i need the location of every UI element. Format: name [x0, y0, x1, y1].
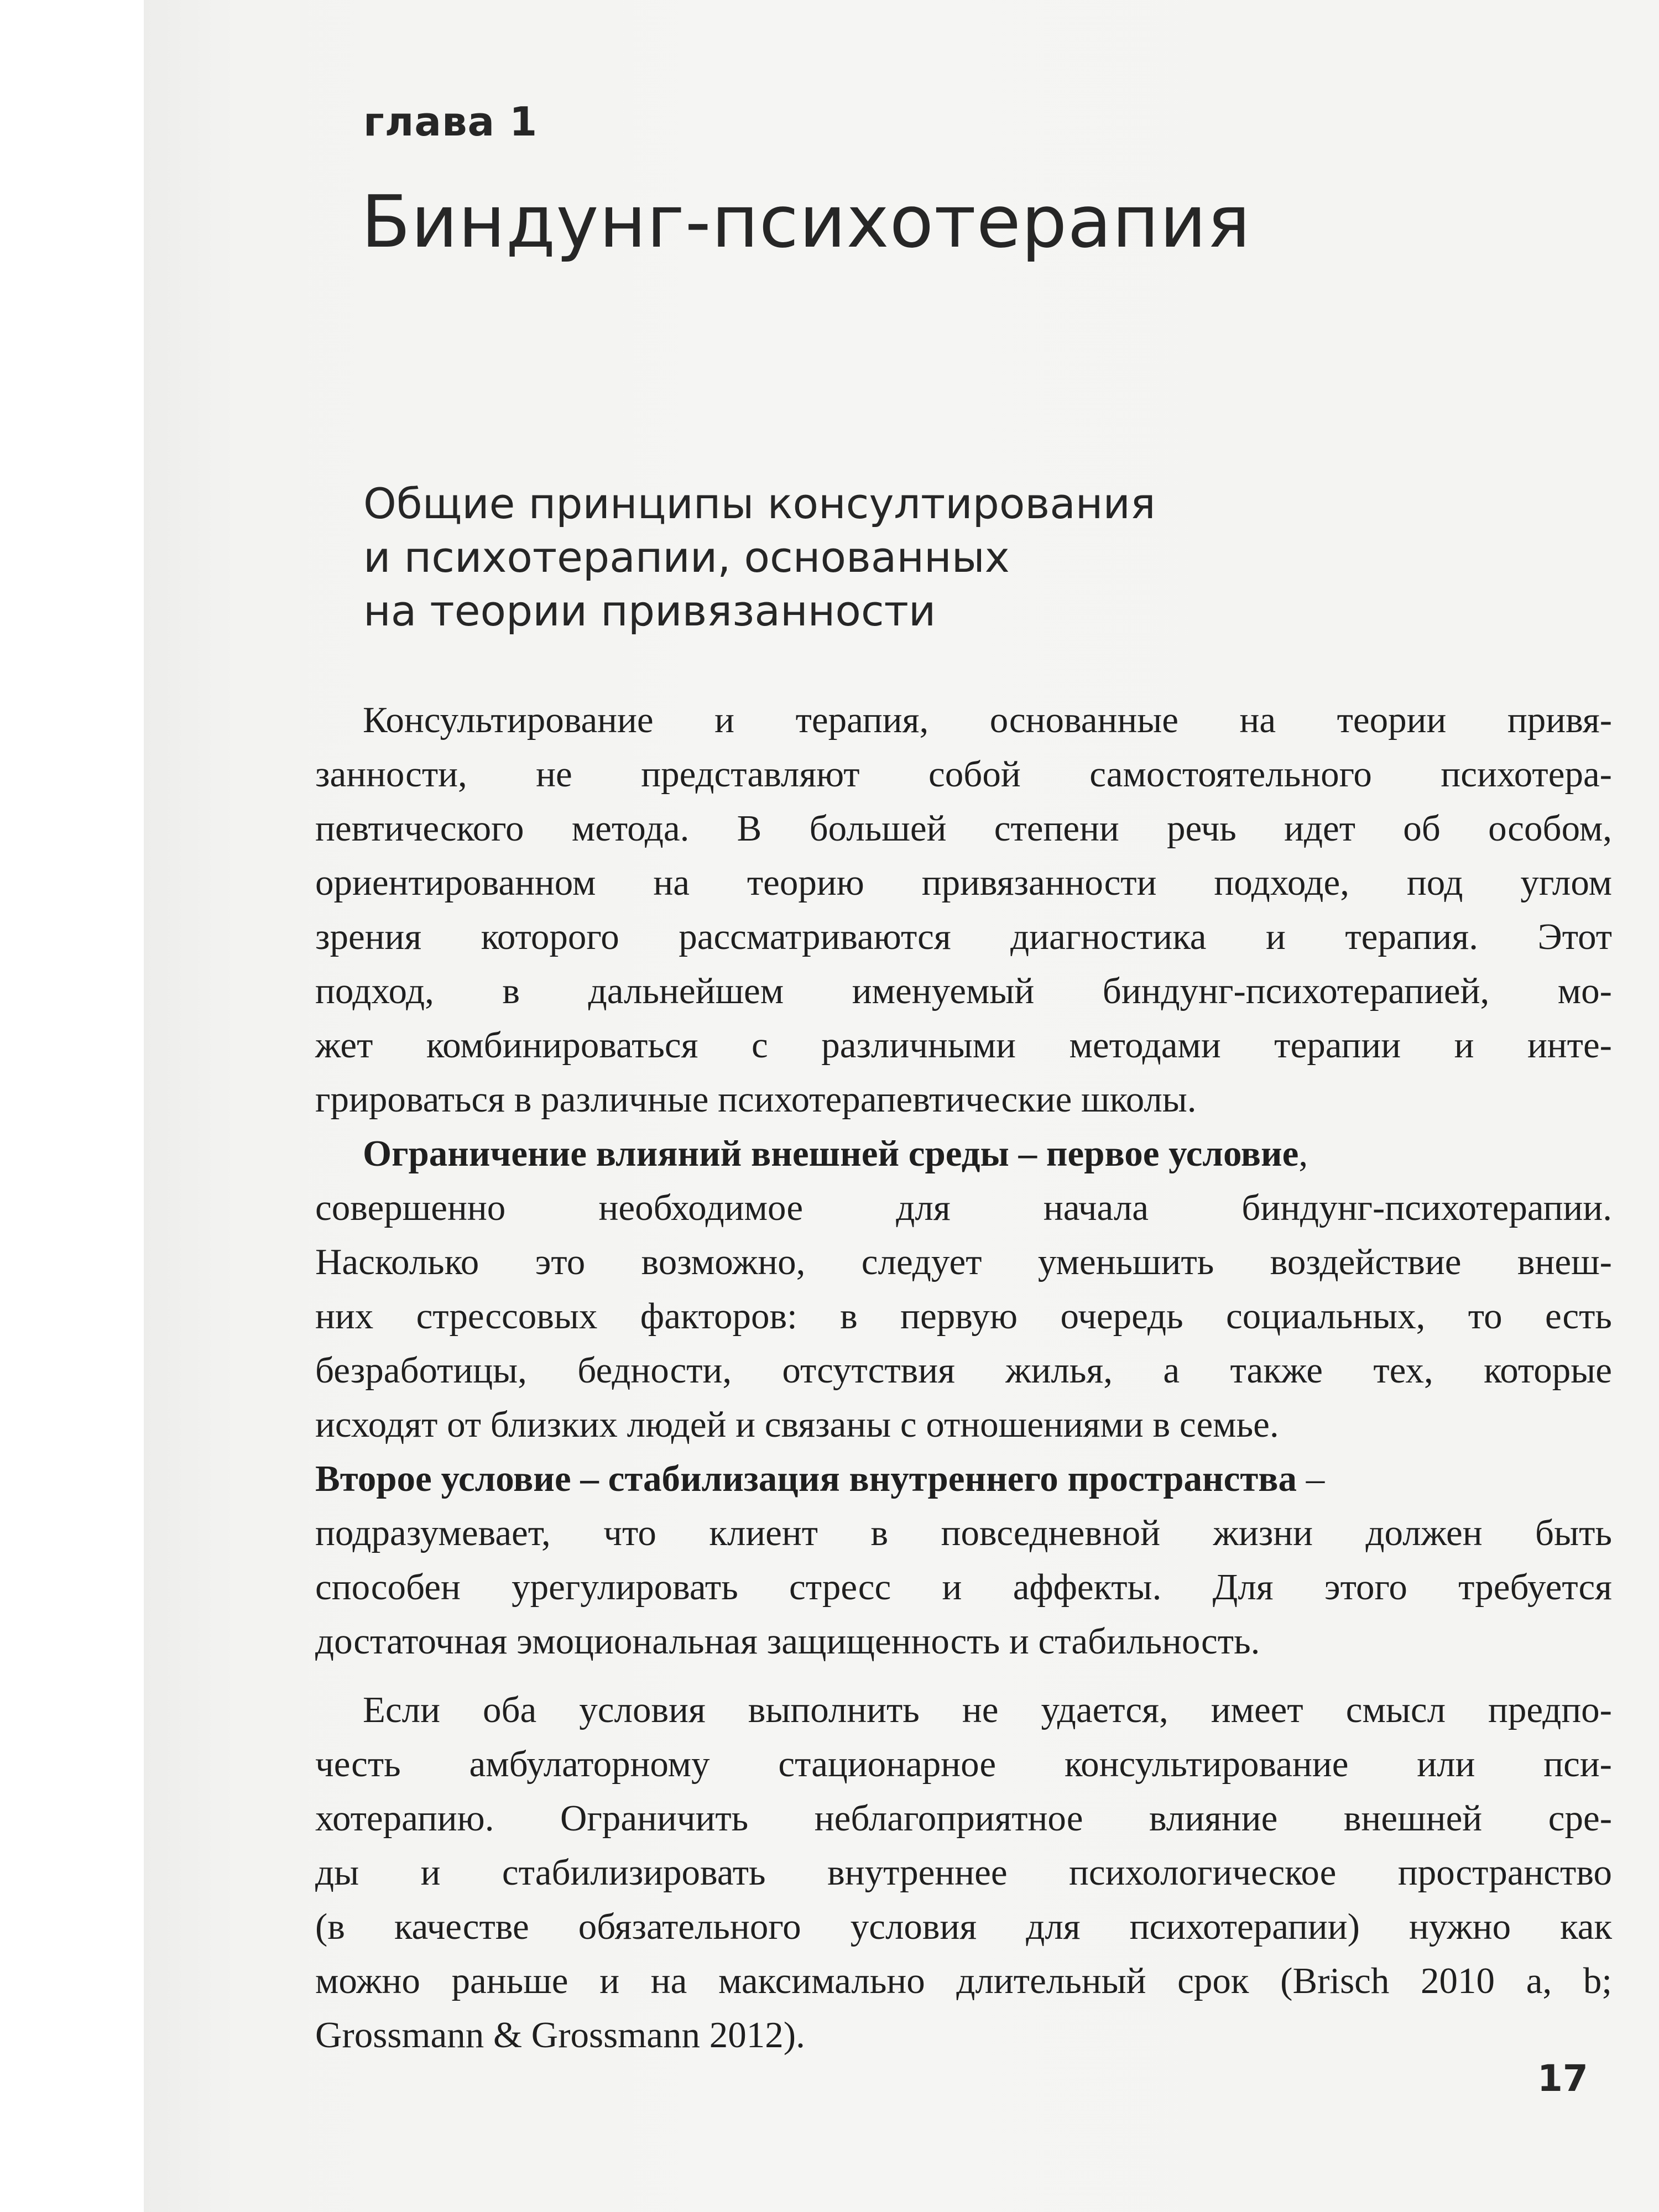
- lead-tail: ,: [1298, 1133, 1308, 1174]
- paragraph-1: [315, 693, 1612, 1126]
- text-line: Насколько это возможно, следует уменьшить воздействие внеш-: [315, 1241, 1612, 1282]
- text-line: них стрессовых факторов: в первую очередь социальных, то есть: [315, 1296, 1612, 1337]
- text-line: зрения которого рассматриваются диагностика и терапия. Этот: [315, 916, 1612, 957]
- text-line: совершенно необходимое для начала биндунг-психотерапии.: [315, 1187, 1612, 1228]
- paragraph-4: [315, 1683, 1612, 2062]
- text-line: способен урегулировать стресс и аффекты. Для этого требуется: [315, 1567, 1612, 1608]
- show-through-text: [343, 100, 361, 210]
- text-line: Если оба условия выполнить не удается, имеет смысл предпо-: [363, 1689, 1612, 1730]
- section-title-line: Общие принципы консултирования: [363, 479, 1156, 528]
- section-title-line: и психотерапии, основанных: [363, 533, 1010, 582]
- body-text: [315, 693, 1612, 2062]
- paragraph-2: [315, 1126, 1612, 1452]
- text-line: [315, 1452, 1612, 1506]
- text-line: можно раньше и на максимально длительный срок (Brisch 2010 a, b;: [315, 1960, 1612, 2001]
- bold-lead: Ограничение влияний внешней среды – первое условие: [363, 1133, 1299, 1174]
- text-line: достаточная эмоциональная защищенность и стабильность.: [315, 1621, 1260, 1662]
- text-line: ориентированном на теорию привязанности подходе, под углом: [315, 862, 1612, 903]
- text-line: честь амбулаторному стационарное консультирование или пси-: [315, 1744, 1612, 1785]
- text-line: (в качестве обязательного условия для психотерапии) нужно как: [315, 1906, 1612, 1947]
- text-line: [315, 1126, 1612, 1181]
- section-title: [363, 477, 1156, 638]
- text-line: подразумевает, что клиент в повседневной жизни должен быть: [315, 1512, 1612, 1553]
- text-line: грироваться в различные психотерапевтические школы.: [315, 1079, 1197, 1120]
- book-page: [144, 0, 1659, 2212]
- text-line: подход, в дальнейшем именуемый биндунг-психотерапией, мо-: [315, 971, 1612, 1011]
- text-line: безработицы, бедности, отсутствия жилья, а также тех, которые: [315, 1350, 1612, 1391]
- text-line: Grossmann & Grossmann 2012).: [315, 2015, 805, 2056]
- text-line: занности, не представляют собой самостоятельного психотера-: [315, 754, 1612, 795]
- text-line: ды и стабилизировать внутреннее психологическое пространство: [315, 1852, 1612, 1893]
- page-number: 17: [1537, 2057, 1588, 2100]
- chapter-title: Биндунг-психотерапия: [361, 180, 1251, 264]
- text-line: жет комбинироваться с различными методами терапии и инте-: [315, 1025, 1612, 1066]
- bold-lead: Второе условие – стабилизация внутреннего пространства: [315, 1458, 1297, 1499]
- section-title-line: на теории привязанности: [363, 586, 936, 635]
- text-line: певтического метода. В большей степени речь идет об особом,: [315, 808, 1612, 849]
- chapter-label: глава 1: [363, 98, 538, 145]
- paragraph-3: [315, 1452, 1612, 1668]
- text-line: хотерапию. Ограничить неблагоприятное влияние внешней сре-: [315, 1798, 1612, 1839]
- lead-tail: –: [1296, 1458, 1325, 1499]
- text-line: исходят от близких людей и связаны с отношениями в семье.: [315, 1404, 1279, 1445]
- text-line: Консультирование и терапия, основанные на теории привя-: [363, 700, 1612, 740]
